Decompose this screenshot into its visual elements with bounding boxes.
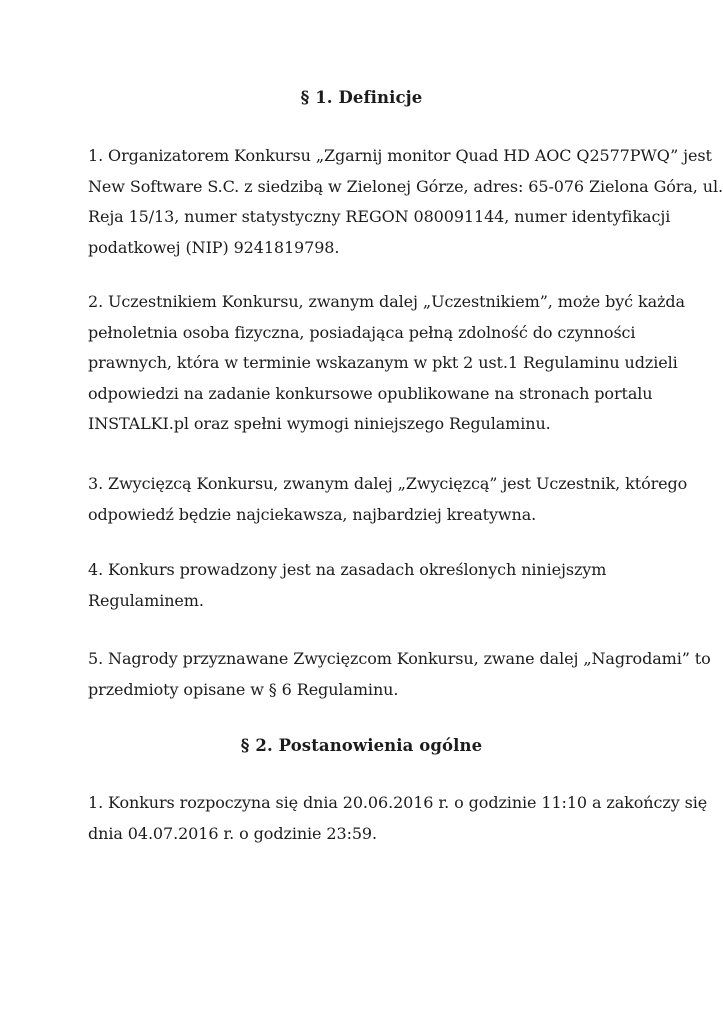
paragraph-line: pełnoletnia osoba fizyczna, posiadająca pełną zdolność do czynności [88, 322, 636, 342]
paragraph-line: 2. Uczestnikiem Konkursu, zwanym dalej „Uczestnikiem”, może być każda [88, 292, 685, 311]
section-1-paragraph-2 [88, 287, 685, 440]
paragraph-line: Reja 15/13, numer statystyczny REGON 080091144, numer identyfikacji [88, 207, 671, 226]
paragraph-line: INSTALKI.pl oraz spełni wymogi niniejszego Regulaminu. [88, 414, 551, 433]
paragraph-line: dnia 04.07.2016 r. o godzinie 23:59. [88, 823, 378, 843]
paragraph-line: New Software S.C. z siedzibą w Zielonej Górze, adres: 65-076 Zielona Góra, ul. [88, 176, 723, 196]
paragraph-line: odpowiedź będzie najciekawsza, najbardziej kreatywna. [88, 504, 537, 524]
section-1-paragraph-3 [88, 469, 688, 530]
paragraph-line: 3. Zwycięzcą Konkursu, zwanym dalej „Zwycięzcą” jest Uczestnik, którego [88, 474, 688, 493]
paragraph-line: 4. Konkurs prowadzony jest na zasadach określonych niniejszym [88, 560, 607, 579]
paragraph-line: przedmioty opisane w § 6 Regulaminu. [88, 679, 399, 699]
paragraph-line: 1. Konkurs rozpoczyna się dnia 20.06.2016 r. o godzinie 11:10 a zakończy się [88, 793, 708, 812]
section-2-heading: § 2. Postanowienia ogólne [240, 736, 483, 755]
paragraph-line: 1. Organizatorem Konkursu „Zgarnij monitor Quad HD AOC Q2577PWQ” jest [88, 146, 712, 165]
paragraph-line: Regulaminem. [88, 590, 204, 610]
section-1-heading: § 1. Definicje [300, 88, 423, 107]
section-1-paragraph-5 [88, 644, 711, 705]
paragraph-line: prawnych, która w terminie wskazanym w pkt 2 ust.1 Regulaminu udzieli [88, 353, 678, 372]
paragraph-line: podatkowej (NIP) 9241819798. [88, 237, 340, 257]
section-1-paragraph-4 [88, 555, 648, 616]
paragraph-line: odpowiedzi na zadanie konkursowe opublikowane na stronach portalu [88, 383, 653, 403]
section-1-paragraph-1 [88, 141, 723, 263]
section-2-paragraph-1 [88, 788, 708, 849]
paragraph-line: 5. Nagrody przyznawane Zwycięzcom Konkursu, zwane dalej „Nagrodami” to [88, 649, 711, 668]
